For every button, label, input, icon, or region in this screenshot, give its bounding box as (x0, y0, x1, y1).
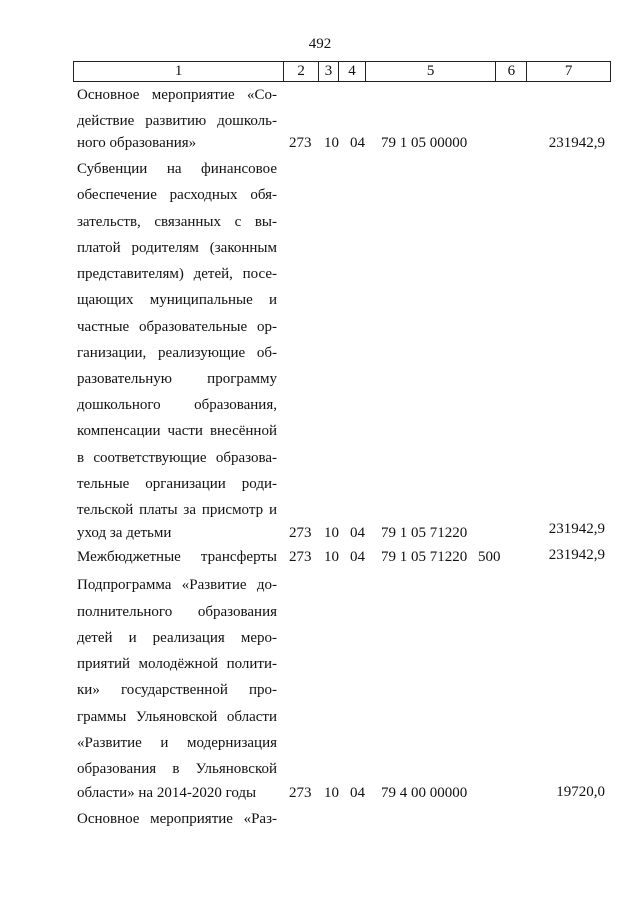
text-line: Основное мероприятие «Со- (77, 87, 277, 103)
row-code-section: 10 (324, 785, 339, 801)
header-col-2: 2 (284, 62, 319, 81)
text-line: образования в Ульяновской (77, 761, 277, 777)
header-col-1: 1 (74, 62, 284, 81)
text-line: тельской платы за присмотр и (77, 502, 277, 518)
text-line: обеспечение расходных обя- (77, 187, 277, 203)
row-code-target: 79 1 05 71220 (381, 525, 468, 541)
header-col-3: 3 (319, 62, 339, 81)
row-code-subsection: 04 (350, 549, 365, 565)
text-line: Основное мероприятие «Раз- (77, 811, 277, 827)
text-line: действие развитию дошколь- (77, 113, 277, 129)
text-line: Подпрограмма «Развитие до- (77, 577, 277, 593)
text-line: разовательную программу (77, 371, 277, 387)
row-code-target: 79 4 00 00000 (381, 785, 468, 801)
text-line: в соответствующие образова- (77, 450, 277, 466)
text-line: дошкольного образования, (77, 397, 277, 413)
row-code-section: 10 (324, 549, 339, 565)
row-amount: 19720,0 (556, 784, 605, 800)
row-code-expense-type: 500 (478, 549, 501, 565)
header-col-5: 5 (366, 62, 497, 81)
row-amount: 231942,9 (548, 135, 605, 151)
text-line: детей и реализация меро- (77, 630, 277, 646)
text-line: ганизации, реализующие об- (77, 345, 277, 361)
row-code-target: 79 1 05 71220 (381, 549, 468, 565)
row-code-subsection: 04 (350, 785, 365, 801)
text-line: полнительного образования (77, 604, 277, 620)
table-header-row (73, 61, 611, 82)
header-col-6: 6 (496, 62, 527, 81)
header-col-7: 7 (564, 63, 573, 79)
text-line: тельные организации роди- (77, 476, 277, 492)
text-line: приятий молодёжной полити- (77, 656, 277, 672)
row-code-grbs: 273 (289, 549, 312, 565)
row-code-grbs: 273 (289, 135, 312, 151)
text-line: уход за детьми (77, 525, 172, 541)
text-line: компенсации части внесённой (77, 423, 277, 439)
row-code-section: 10 (324, 525, 339, 541)
text-line: граммы Ульяновской области (77, 709, 277, 725)
text-line: «Развитие и модернизация (77, 735, 277, 751)
text-line: ки» государственной про- (77, 682, 277, 698)
row-code-section: 10 (324, 135, 339, 151)
row-code-grbs: 273 (289, 525, 312, 541)
text-line: частные образовательные ор- (77, 319, 277, 335)
row-amount: 231942,9 (548, 547, 605, 563)
text-line: Межбюджетные трансферты (77, 549, 277, 565)
row-code-grbs: 273 (289, 785, 312, 801)
row-code-subsection: 04 (350, 135, 365, 151)
page-number: 492 (308, 36, 332, 52)
header-col-4: 4 (339, 62, 366, 81)
text-line: зательств, связанных с вы- (77, 214, 277, 230)
text-line: Субвенции на финансовое (77, 161, 277, 177)
text-line: щающих муниципальные и (77, 292, 277, 308)
text-line: ного образования» (77, 135, 197, 151)
text-line: платой родителям (законным (77, 240, 277, 256)
text-line: области» на 2014-2020 годы (77, 785, 257, 801)
row-code-target: 79 1 05 00000 (381, 135, 468, 151)
row-amount: 231942,9 (548, 521, 605, 537)
text-line: представителям) детей, посе- (77, 266, 277, 282)
row-code-subsection: 04 (350, 525, 365, 541)
